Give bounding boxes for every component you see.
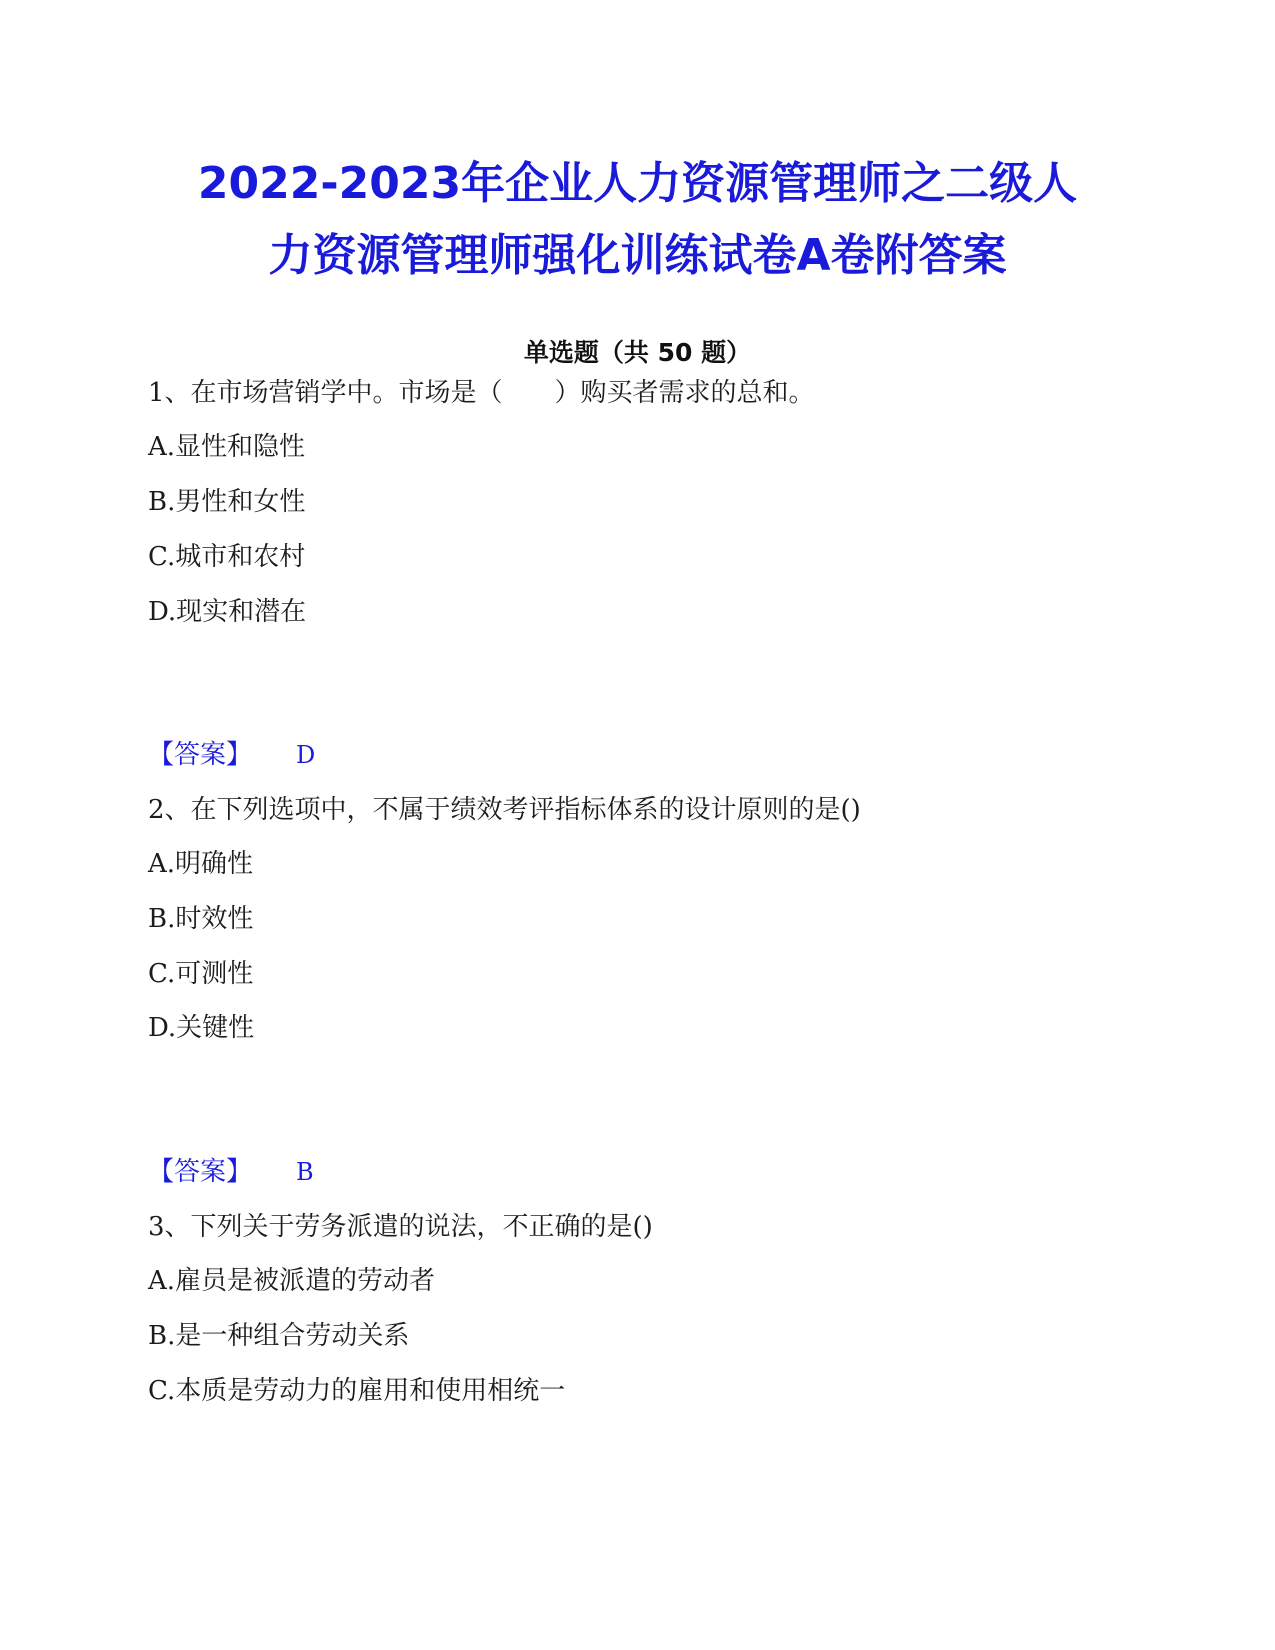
question-2-option-a: A.明确性 xyxy=(148,849,254,879)
section-heading: 单选题（共 50 题） xyxy=(523,338,752,367)
question-2-answer xyxy=(148,1155,314,1189)
title-line-2: 力资源管理师强化训练试卷A卷附答案 xyxy=(268,230,1007,281)
title-line-1: 2022-2023年企业人力资源管理师之二级人 xyxy=(197,158,1078,209)
question-2-option-c: C.可测性 xyxy=(148,959,254,989)
answer-label: 【答案】 xyxy=(148,1157,253,1187)
answer-value: D xyxy=(296,741,316,769)
question-1-answer xyxy=(148,738,315,772)
question-3-option-a: A.雇员是被派遣的劳动者 xyxy=(148,1266,436,1296)
question-1-option-c: C.城市和农村 xyxy=(148,542,306,572)
question-1-option-d: D.现实和潜在 xyxy=(148,597,307,627)
question-2-option-b: B.时效性 xyxy=(148,904,254,934)
question-3-option-b: B.是一种组合劳动关系 xyxy=(148,1321,410,1351)
question-2-option-d: D.关键性 xyxy=(148,1013,255,1043)
answer-value: B xyxy=(296,1158,314,1186)
question-2-stem: 2、在下列选项中，不属于绩效考评指标体系的设计原则的是() xyxy=(148,795,861,825)
answer-label: 【答案】 xyxy=(148,740,253,770)
question-1-stem: 1、在市场营销学中。市场是（ ）购买者需求的总和。 xyxy=(148,378,815,408)
document-title xyxy=(140,148,1135,292)
question-1-option-b: B.男性和女性 xyxy=(148,487,306,517)
question-3-stem: 3、下列关于劳务派遣的说法，不正确的是() xyxy=(148,1212,653,1242)
question-1-option-a: A.显性和隐性 xyxy=(148,432,306,462)
question-3-option-c: C.本质是劳动力的雇用和使用相统一 xyxy=(148,1376,566,1406)
